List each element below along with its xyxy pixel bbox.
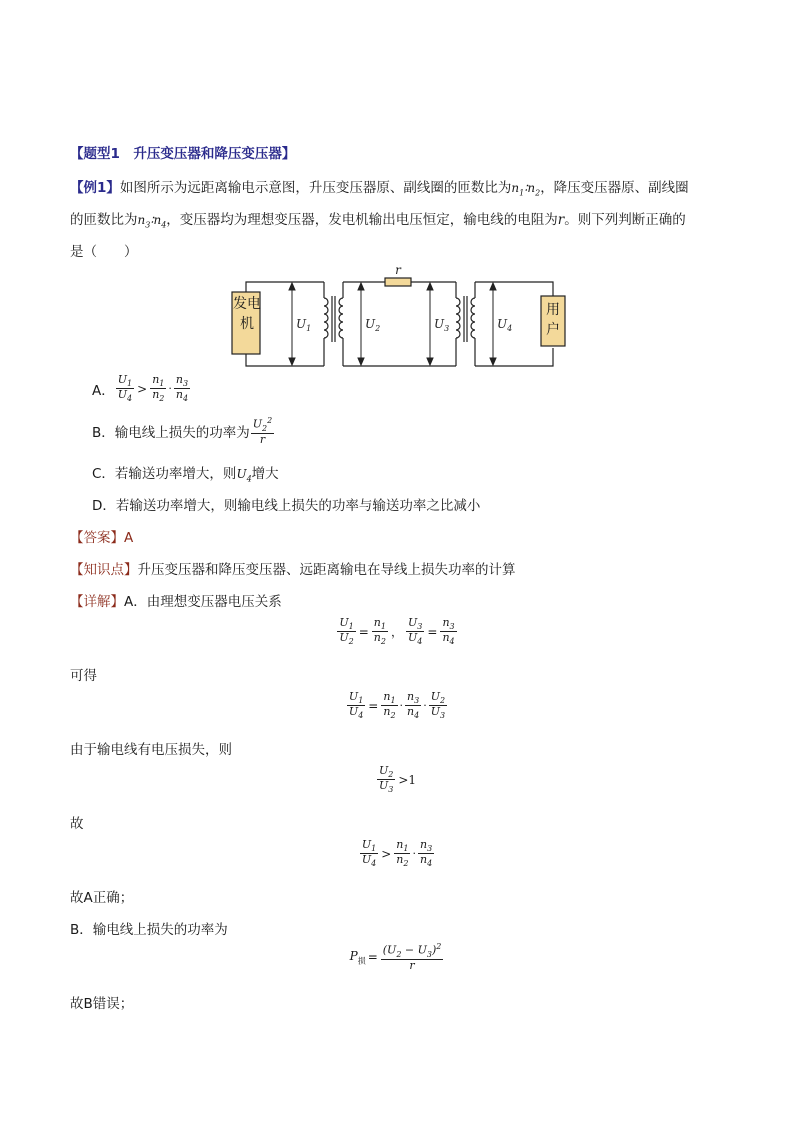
generator-label: 发电机	[233, 296, 261, 332]
resistor	[385, 278, 411, 286]
u4-label: $U_4$	[497, 317, 513, 333]
circuit-diagram	[228, 262, 568, 370]
option-c[interactable]: C．若输送功率增大，则$U_4$增大	[92, 466, 279, 484]
question-line-1: 【例1】如图所示为远距离输电示意图，升压变压器原、副线圈的匝数比为$n_1∶n_2$，降压变压器原、副线圈	[70, 180, 689, 198]
equation-power-loss: $P_损$ = $\frac{(U_2 - U_3)^2}{r}$	[349, 942, 442, 973]
knowledge-line: 【知识点】升压变压器和降压变压器、远距离输电在导线上损失功率的计算	[70, 562, 516, 578]
detail-line: 【详解】A．由理想变压器电压关系	[70, 594, 282, 610]
section-heading: 【题型1 升压变压器和降压变压器】	[70, 146, 296, 162]
text-kede: 可得	[70, 668, 97, 684]
text-gu: 故	[70, 816, 84, 832]
u1-label: $U_1$	[296, 317, 312, 333]
equation-ratio: $\frac{U_1}{U_2}$ = $\frac{n_1}{n_2}$ ， $\frac{U_3}{U_4}$ = $\frac{n_3}{n_4}$	[339, 616, 455, 647]
u3-label: $U_3$	[434, 317, 450, 333]
option-b[interactable]: B．输电线上损失的功率为 $\frac{U_2^2}{r}$	[92, 416, 273, 447]
option-d[interactable]: D．若输送功率增大，则输电线上损失的功率与输送功率之比减小	[92, 498, 481, 514]
text-a-correct: 故A正确；	[70, 890, 134, 906]
u2-label: $U_2$	[365, 317, 381, 333]
resistor-label: r	[395, 263, 401, 277]
text-voltage-loss: 由于输电线有电压损失，则	[70, 742, 232, 758]
answer-line: 【答案】A	[70, 530, 134, 546]
example-label: 【例1】	[70, 180, 120, 196]
question-line-2: 的匝数比为$n_3∶n_4$，变压器均为理想变压器，发电机输出电压恒定，输电线的电阻为r。则下列判断正确的	[70, 212, 686, 230]
option-a[interactable]: A． $\frac{U_1}{U_4}$ > $\frac{n_1}{n_2}$ · $\frac{n_3}{n_4}$	[92, 373, 189, 404]
equation-product: $\frac{U_1}{U_4}$ = $\frac{n_1}{n_2}$ · $\frac{n_3}{n_4}$ · $\frac{U_2}{U_3}$	[348, 690, 446, 721]
text-b-wrong: 故B错误；	[70, 996, 134, 1012]
equation-conclusion: $\frac{U_1}{U_4}$ > $\frac{n_1}{n_2}$ · $\frac{n_3}{n_4}$	[361, 838, 433, 869]
text-b-intro: B．输电线上损失的功率为	[70, 922, 228, 938]
question-line-3: 是（ ）	[70, 244, 138, 260]
equation-u2-u3: $\frac{U_2}{U_3}$ >1	[378, 764, 417, 795]
user-label: 用户	[546, 302, 560, 338]
